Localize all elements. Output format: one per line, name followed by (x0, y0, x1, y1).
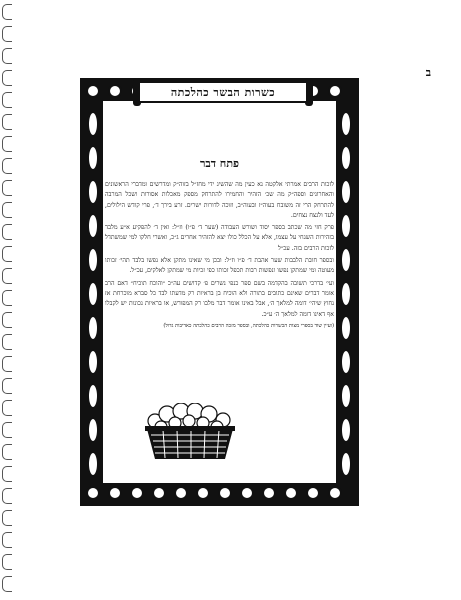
frame-ornament (340, 111, 352, 137)
frame-ornament (86, 84, 100, 98)
binding-spiral (2, 4, 16, 596)
frame-ornament (340, 247, 352, 273)
binding-ring (2, 334, 12, 350)
frame-ornament (284, 486, 298, 500)
binding-ring (2, 488, 12, 504)
frame-ornament (306, 486, 320, 500)
frame-ornament (87, 179, 99, 205)
frame-ornament (87, 451, 99, 477)
binding-ring (2, 378, 12, 394)
frame-ornament (328, 486, 342, 500)
binding-ring (2, 268, 12, 284)
page-letter: ב (425, 66, 431, 79)
footnote: (ועיין שוד בספרי מצות הכשרות כהלכתה, ובספר מזכה הרבים כהלכתה כאדיבות גדול) (163, 322, 334, 329)
frame-ornament (340, 315, 352, 341)
binding-ring (2, 26, 12, 42)
frame-ornament (340, 417, 352, 443)
frame-ornament (340, 145, 352, 171)
decorative-frame (80, 78, 359, 506)
frame-ornament (87, 111, 99, 137)
frame-ornament (87, 145, 99, 171)
frame-ornament (340, 383, 352, 409)
frame-ornament (87, 349, 99, 375)
frame-ornament (87, 315, 99, 341)
frame-ornament (340, 213, 352, 239)
binding-ring (2, 554, 12, 570)
frame-ornament (87, 281, 99, 307)
frame-ornament (87, 247, 99, 273)
binding-ring (2, 136, 12, 152)
binding-ring (2, 180, 12, 196)
paragraph: ובספר חובת הלבבות שער אהבת ד׳ פ״ו וז״ל: ובכן מי שאינו מתקן אלא נפשו בלבד תהי׳ זכותו מעוטה ומי שמתקן נפשו ונפשות רבות תכפל זכותו כפי זכיות מי שמתקן לאלקים, עכ״ל. (105, 257, 334, 275)
frame-ornament (174, 486, 188, 500)
binding-ring (2, 70, 12, 86)
frame-ornament (340, 349, 352, 375)
binding-ring (2, 312, 12, 328)
binding-ring (2, 466, 12, 482)
frame-ornament (218, 486, 232, 500)
frame-ornament (328, 84, 342, 98)
frame-ornament (240, 486, 254, 500)
frame-ornament (262, 486, 276, 500)
paragraph: פרק חזי מה שכתב בספר יסוד ושורש העבודה (שער ד׳ פ״ו) וז״ל: ואין ד׳ להפקיע א״ע מלבד בזהירות השגחי על עצמו, אלא על הכלל כולו יצא להזהיר אחרים ג״כ, ואשרי חלקו למי שמשתדל לזכות הרבים בזה. עכ״ל (105, 224, 334, 252)
binding-ring (2, 422, 12, 438)
binding-ring (2, 4, 12, 20)
binding-ring (2, 114, 12, 130)
binding-ring (2, 246, 12, 262)
binding-ring (2, 48, 12, 64)
section-heading: פתח דבר (199, 157, 240, 170)
binding-ring (2, 158, 12, 174)
binding-ring (2, 224, 12, 240)
frame-ornament (87, 213, 99, 239)
frame-ornament (108, 486, 122, 500)
binding-ring (2, 444, 12, 460)
binding-ring (2, 92, 12, 108)
frame-ornament (108, 84, 122, 98)
binding-ring (2, 510, 12, 526)
frame-ornament (130, 486, 144, 500)
page-title: כשרות הבשר כהלכתה (138, 81, 308, 103)
paragraph: לזכות הרבים אמרתי אלקטה נא כעין מה שהשיג ידי מחז״ל בזוה״ק ומדרשים ומדברי הראשונים והאחרונים וספה״ק מה שכ׳ הזהיר והחמירו להתרחק מספק מאכלות אסורות ושכל המרבה להתרחק הרי זה משובח בעוה״ז ובעוה״ב, וזוכה לדורות ישרים. זרע בירך ד׳, פרי קודש הילולים, לעד ולנצח נצחים. (105, 181, 334, 219)
frame-ornament (340, 281, 352, 307)
binding-ring (2, 290, 12, 306)
frame-ornament (340, 451, 352, 477)
fruit-basket-illustration (141, 403, 239, 463)
frame-ornament (152, 486, 166, 500)
binding-ring (2, 202, 12, 218)
binding-ring (2, 356, 12, 372)
frame-ornament (340, 179, 352, 205)
frame-ornament (87, 383, 99, 409)
frame-ornament (86, 486, 100, 500)
frame-ornament (87, 417, 99, 443)
binding-ring (2, 532, 12, 548)
paragraph: ועי׳ בדרכי תשובה בהקדמה בשם ספר כנפי נשרים פ׳ קדושים עה״כ ״והוכח תוכיח״ דאם הרב אומר דברים שאינם כתובים בתורה ולא הוכיח בן בראיות רק מדעתו לבד כל סברא מוכרחת אז נחוץ שיהי׳ דומה למלאך ה׳, אבל באינו אומר דבר מלבו רק המפורש, או בראיות נכונות יש לקבלו אף דאינו דומה למלאך ה׳ ע״כ. (105, 279, 334, 318)
binding-ring (2, 576, 12, 592)
frame-ornament (196, 486, 210, 500)
binding-ring (2, 400, 12, 416)
